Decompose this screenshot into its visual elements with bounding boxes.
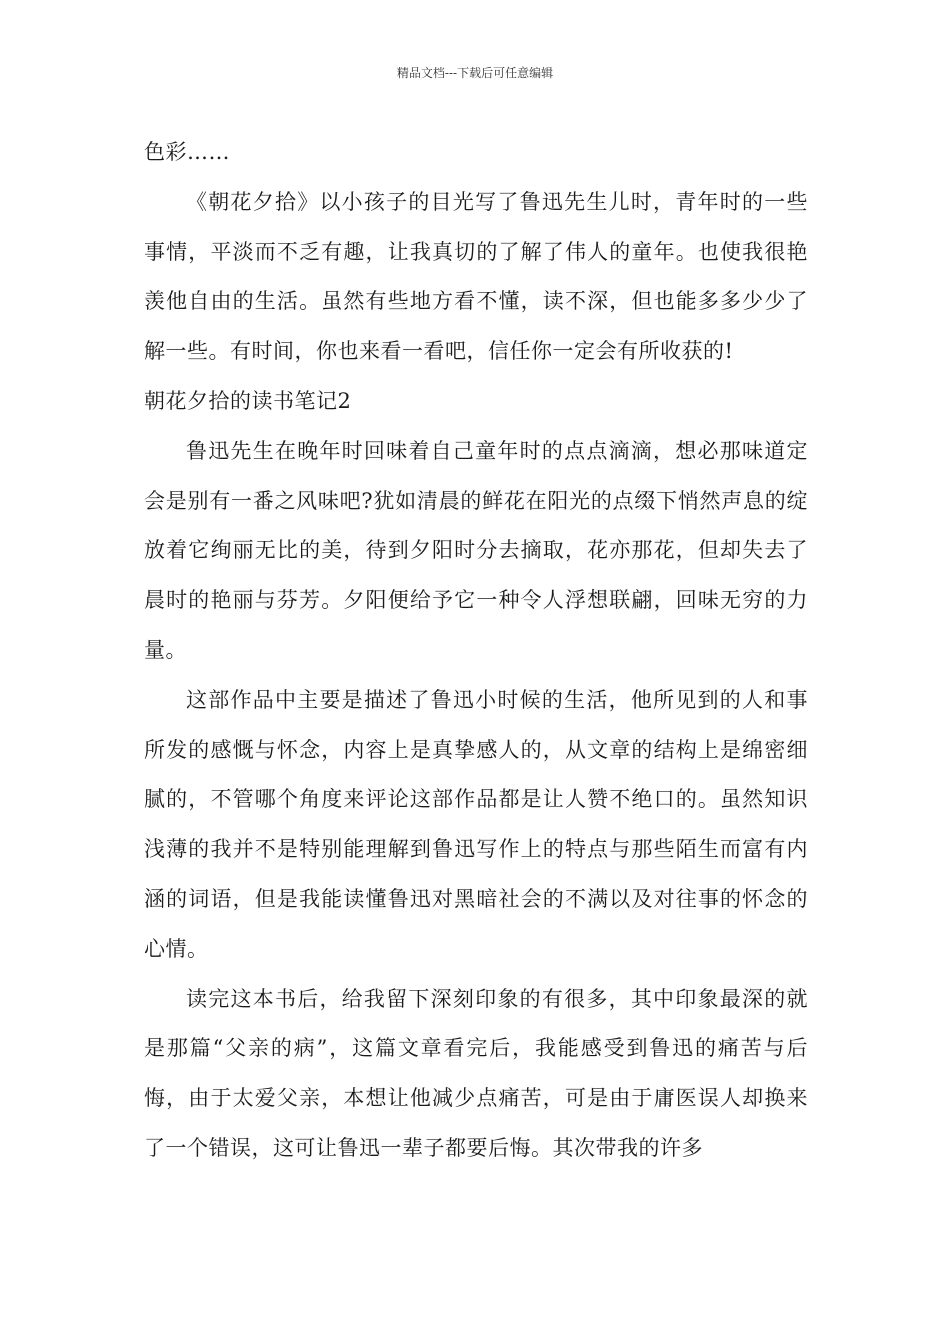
paragraph-4: 读完这本书后，给我留下深刻印象的有很多，其中印象最深的就是那篇“父亲的病”，这篇文章看完后，我能感受到鲁迅的痛苦与后悔，由于太爱父亲，本想让他减少点痛苦，可是由于庸医误人却换来了一个错误，这可让鲁迅一辈子都要后悔。其次带我的许多 xyxy=(144,986,808,1160)
paragraph-2: 鲁迅先生在晚年时回味着自己童年时的点点滴滴，想必那味道定会是别有一番之风味吧?犹如清晨的鲜花在阳光的点缀下悄然声息的绽放着它绚丽无比的美，待到夕阳时分去摘取，花亦那花，但却失去了晨时的艳丽与芬芳。夕阳便给予它一种令人浮想联翩，回味无穷的力量。 xyxy=(144,438,808,662)
section-title: 朝花夕拾的读书笔记2 xyxy=(144,388,352,413)
paragraph-3: 这部作品中主要是描述了鲁迅小时候的生活，他所见到的人和事所发的感慨与怀念，内容上是真挚感人的，从文章的结构上是绵密细腻的，不管哪个角度来评论这部作品都是让人赞不绝口的。虽然知识浅薄的我并不是特别能理解到鲁迅写作上的特点与那些陌生而富有内涵的词语，但是我能读懂鲁迅对黑暗社会的不满以及对往事的怀念的心情。 xyxy=(144,687,808,961)
paragraph-continuation: 色彩…… xyxy=(144,140,230,164)
paragraph-1: 《朝花夕拾》以小孩子的目光写了鲁迅先生儿时，青年时的一些事情，平淡而不乏有趣，让我真切的了解了伟人的童年。也使我很艳羡他自由的生活。虽然有些地方看不懂，读不深，但也能多多少少了解一些。有时间，你也来看一看吧，信任你一定会有所收获的! xyxy=(144,189,808,364)
page-header: 精品文档---下载后可任意编辑 xyxy=(396,66,554,80)
document-body xyxy=(144,128,808,1174)
